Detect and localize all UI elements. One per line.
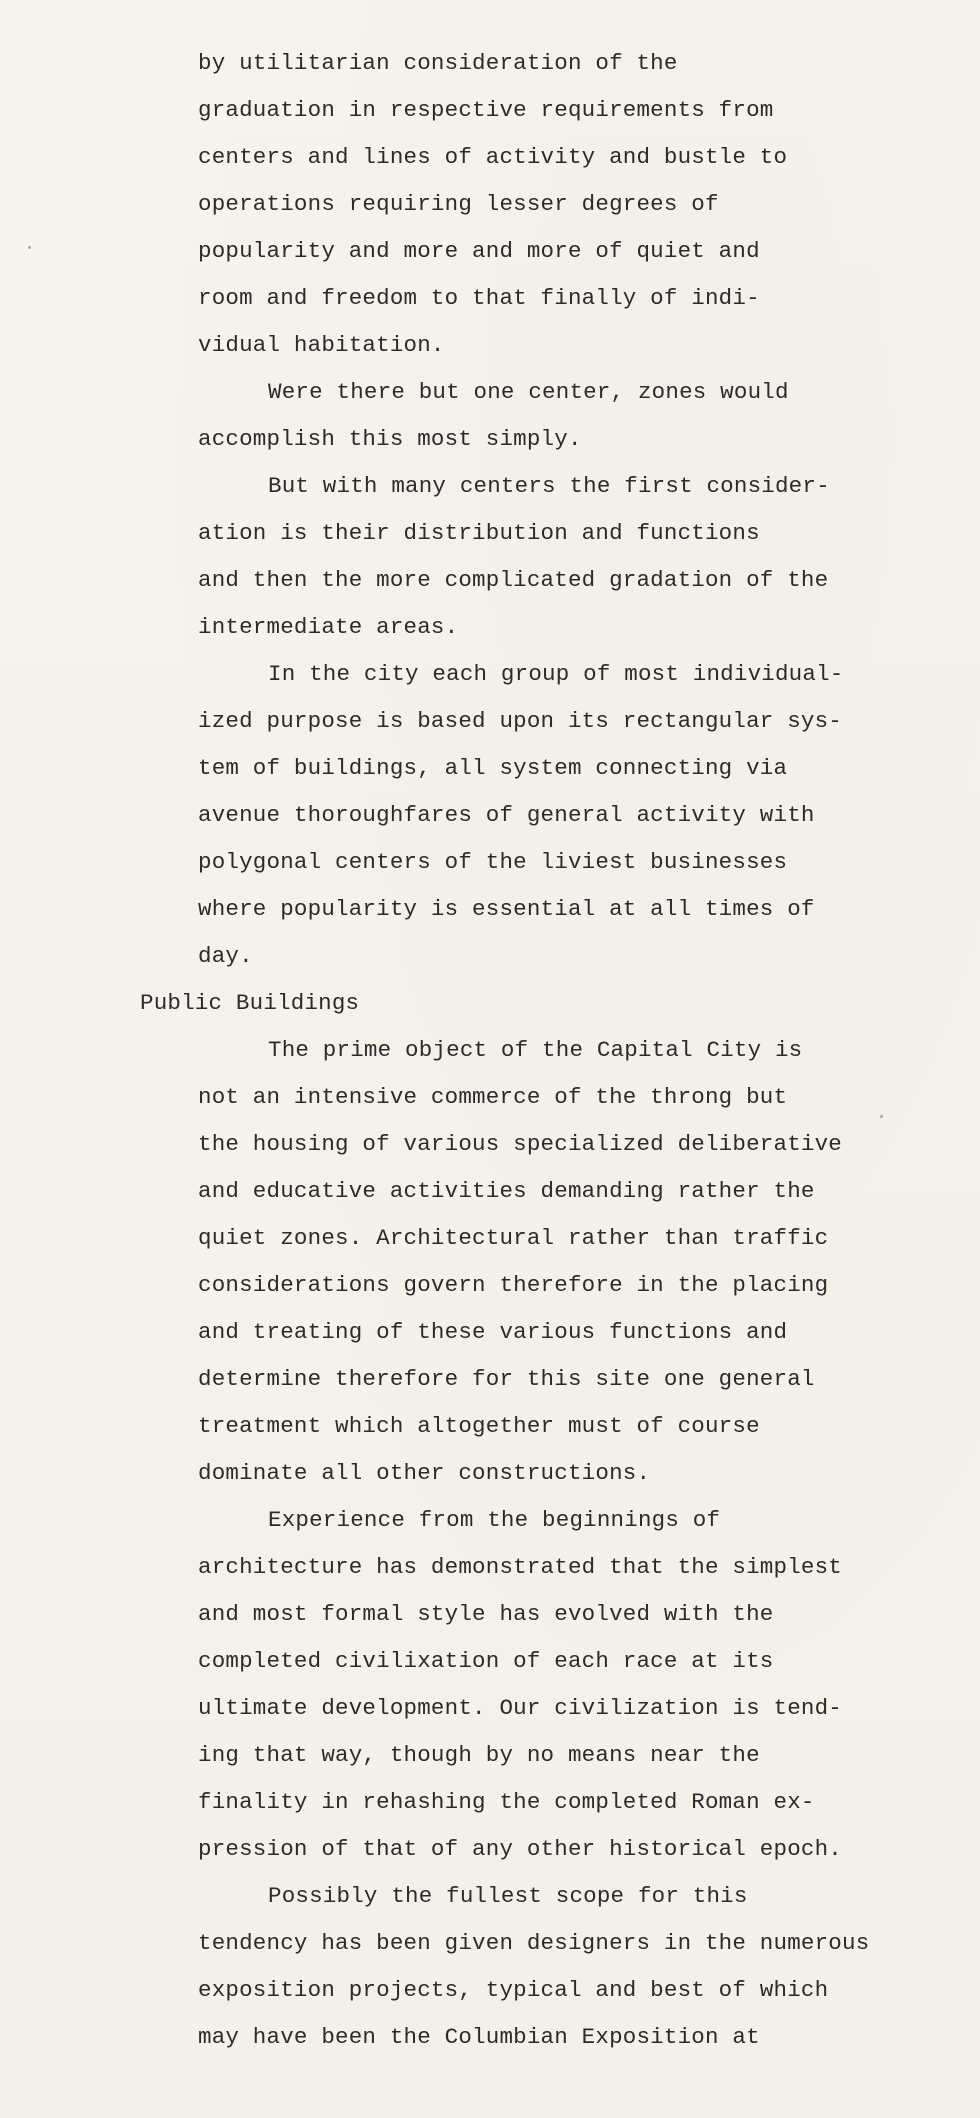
- text-line: treatment which altogether must of course: [198, 1413, 760, 1439]
- text-line: accomplish this most simply.: [198, 426, 582, 452]
- text-line: ing that way, though by no means near the: [198, 1742, 760, 1768]
- text-line: considerations govern therefore in the placing: [198, 1272, 829, 1298]
- text-line: vidual habitation.: [198, 332, 445, 358]
- section-heading: Public Buildings: [140, 990, 360, 1016]
- text-line: intermediate areas.: [198, 614, 459, 640]
- text-line: avenue thoroughfares of general activity with: [198, 802, 815, 828]
- paragraph-first-line: Were there but one center, zones would: [268, 379, 789, 405]
- text-line: completed civilixation of each race at its: [198, 1648, 774, 1674]
- text-line: exposition projects, typical and best of which: [198, 1977, 829, 2003]
- text-line: operations requiring lesser degrees of: [198, 191, 719, 217]
- text-line: tendency has been given designers in the numerous: [198, 1930, 870, 1956]
- text-line: and treating of these various functions and: [198, 1319, 788, 1345]
- text-line: popularity and more and more of quiet and: [198, 238, 760, 264]
- text-line: quiet zones. Architectural rather than traffic: [198, 1225, 829, 1251]
- text-line: centers and lines of activity and bustle to: [198, 144, 788, 170]
- paragraph-first-line: But with many centers the first consider-: [268, 473, 830, 499]
- text-line: polygonal centers of the liviest businesses: [198, 849, 788, 875]
- paper-speck: [28, 246, 31, 249]
- text-line: room and freedom to that finally of indi-: [198, 285, 760, 311]
- text-line: tem of buildings, all system connecting via: [198, 755, 788, 781]
- paragraph-first-line: In the city each group of most individual-: [268, 661, 844, 687]
- text-line: and then the more complicated gradation of the: [198, 567, 829, 593]
- text-line: ultimate development. Our civilization is tend-: [198, 1695, 843, 1721]
- text-line: day.: [198, 943, 253, 969]
- paragraph-first-line: Possibly the fullest scope for this: [268, 1883, 748, 1909]
- text-line: architecture has demonstrated that the simplest: [198, 1554, 843, 1580]
- text-line: the housing of various specialized deliberative: [198, 1131, 843, 1157]
- text-line: determine therefore for this site one general: [198, 1366, 815, 1392]
- paragraph-first-line: The prime object of the Capital City is: [268, 1037, 803, 1063]
- text-line: pression of that of any other historical epoch.: [198, 1836, 843, 1862]
- text-line: and most formal style has evolved with the: [198, 1601, 774, 1627]
- text-line: graduation in respective requirements from: [198, 97, 774, 123]
- text-line: may have been the Columbian Exposition at: [198, 2024, 760, 2050]
- text-line: not an intensive commerce of the throng but: [198, 1084, 788, 1110]
- paragraph-first-line: Experience from the beginnings of: [268, 1507, 721, 1533]
- text-line: and educative activities demanding rather the: [198, 1178, 815, 1204]
- text-line: dominate all other constructions.: [198, 1460, 651, 1486]
- text-line: ation is their distribution and functions: [198, 520, 760, 546]
- text-line: by utilitarian consideration of the: [198, 50, 678, 76]
- text-line: finality in rehashing the completed Roman ex-: [198, 1789, 815, 1815]
- text-line: where popularity is essential at all times of: [198, 896, 815, 922]
- paper-speck: [880, 1115, 883, 1118]
- text-line: ized purpose is based upon its rectangular sys-: [198, 708, 843, 734]
